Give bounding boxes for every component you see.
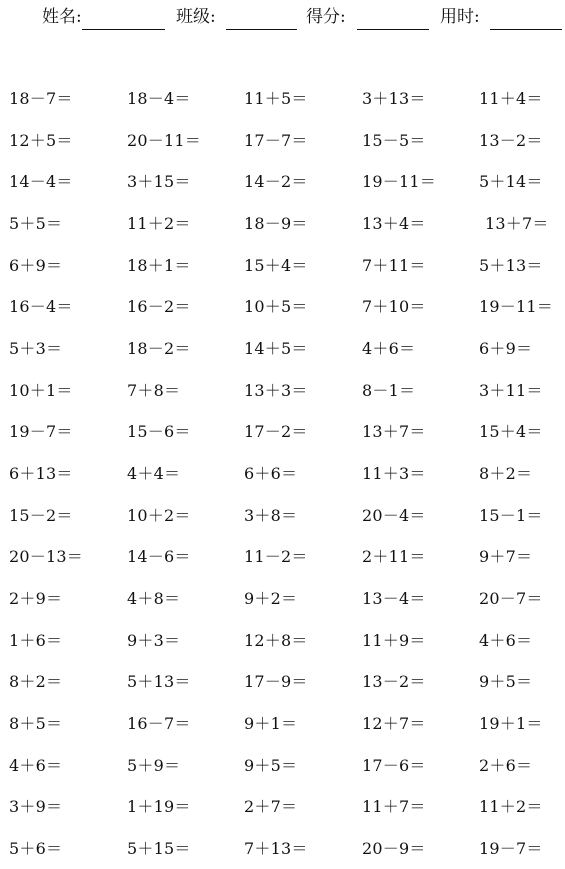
math-problem: 3＋9＝ bbox=[9, 797, 63, 817]
score-blank-line[interactable] bbox=[357, 29, 429, 30]
math-problem: 5＋14＝ bbox=[479, 172, 543, 192]
math-problem: 5＋13＝ bbox=[479, 255, 543, 275]
math-problem: 2＋6＝ bbox=[479, 755, 533, 775]
math-problem: 11＋4＝ bbox=[479, 89, 543, 108]
problem-row bbox=[0, 328, 565, 370]
math-problem: 10＋1＝ bbox=[9, 380, 73, 400]
math-problem: 18－2＝ bbox=[127, 338, 191, 358]
problem-row bbox=[0, 286, 565, 328]
problem-row bbox=[0, 578, 565, 620]
score-field bbox=[306, 6, 430, 32]
math-problem: 18－9＝ bbox=[244, 213, 308, 233]
problem-row bbox=[0, 536, 565, 578]
math-problem: 15－5＝ bbox=[362, 130, 426, 150]
problem-row bbox=[0, 161, 565, 203]
math-problem: 14－2＝ bbox=[244, 172, 308, 192]
math-problem: 4＋6＝ bbox=[9, 755, 63, 775]
math-problem: 19－11＝ bbox=[362, 172, 436, 192]
problem-row bbox=[0, 78, 565, 120]
math-problem: 9＋5＝ bbox=[244, 755, 298, 775]
math-problem: 9＋5＝ bbox=[479, 672, 533, 692]
math-problem: 8＋5＝ bbox=[9, 713, 63, 733]
math-problem: 16－2＝ bbox=[127, 297, 191, 317]
math-problem: 11＋3＝ bbox=[362, 463, 426, 483]
math-problem: 9＋1＝ bbox=[244, 713, 298, 733]
math-problem: 19－7＝ bbox=[479, 838, 543, 858]
name-label: 姓名: bbox=[42, 7, 82, 27]
problem-row bbox=[0, 411, 565, 453]
math-problem: 19－7＝ bbox=[9, 422, 73, 442]
class-label: 班级: bbox=[176, 7, 216, 27]
time-blank-line[interactable] bbox=[490, 29, 562, 30]
math-problem: 7＋10＝ bbox=[362, 297, 426, 317]
math-problem: 18－4＝ bbox=[127, 89, 191, 108]
math-problem: 10＋2＝ bbox=[127, 505, 191, 525]
math-problem: 8＋2＝ bbox=[9, 672, 63, 692]
math-problem: 1＋19＝ bbox=[127, 797, 191, 817]
problem-row bbox=[0, 703, 565, 745]
math-problem: 8－1＝ bbox=[362, 380, 416, 400]
math-problem: 4＋4＝ bbox=[127, 463, 181, 483]
math-problem: 10＋5＝ bbox=[244, 297, 308, 317]
math-problem: 15＋4＝ bbox=[479, 422, 543, 442]
math-problem: 17－7＝ bbox=[244, 130, 308, 150]
math-problem: 9＋2＝ bbox=[244, 588, 298, 608]
math-problem: 5＋15＝ bbox=[127, 838, 191, 858]
math-problem: 2＋7＝ bbox=[244, 797, 298, 817]
problem-row bbox=[0, 828, 565, 869]
math-problem: 16－4＝ bbox=[9, 297, 73, 317]
problem-row bbox=[0, 120, 565, 162]
math-problem: 20－4＝ bbox=[362, 505, 426, 525]
math-problem: 14＋5＝ bbox=[244, 338, 308, 358]
math-problem: 12＋7＝ bbox=[362, 713, 426, 733]
math-problem: 13－4＝ bbox=[362, 588, 426, 608]
math-problem: 20－11＝ bbox=[127, 130, 201, 150]
math-problem: 18－7＝ bbox=[9, 89, 73, 108]
time-field bbox=[440, 6, 564, 32]
math-problem: 7＋11＝ bbox=[362, 255, 426, 275]
math-problem: 18＋1＝ bbox=[127, 255, 191, 275]
math-problem: 9＋3＝ bbox=[127, 630, 181, 650]
problem-row bbox=[0, 245, 565, 287]
math-problem: 13＋3＝ bbox=[244, 380, 308, 400]
math-problem: 3＋15＝ bbox=[127, 172, 191, 192]
problem-row bbox=[0, 453, 565, 495]
math-problem: 16－7＝ bbox=[127, 713, 191, 733]
math-problem: 5＋5＝ bbox=[9, 213, 63, 233]
problem-row bbox=[0, 661, 565, 703]
problem-row bbox=[0, 620, 565, 662]
math-problem: 20－13＝ bbox=[9, 547, 83, 567]
math-problem: 13＋7＝ bbox=[485, 213, 549, 233]
problem-row bbox=[0, 370, 565, 412]
math-problem: 6＋13＝ bbox=[9, 463, 73, 483]
math-problem: 4＋6＝ bbox=[479, 630, 533, 650]
math-problem: 2＋11＝ bbox=[362, 547, 426, 567]
math-problem: 13－2＝ bbox=[362, 672, 426, 692]
math-problem: 17－2＝ bbox=[244, 422, 308, 442]
class-field bbox=[176, 6, 299, 32]
math-problem: 3＋8＝ bbox=[244, 505, 298, 525]
score-label: 得分: bbox=[306, 7, 346, 27]
name-blank-line[interactable] bbox=[82, 29, 165, 30]
math-problem: 14－6＝ bbox=[127, 547, 191, 567]
math-problem: 3＋11＝ bbox=[479, 380, 543, 400]
math-problem: 5＋9＝ bbox=[127, 755, 181, 775]
math-problem: 11＋5＝ bbox=[244, 89, 308, 108]
math-problem: 11＋7＝ bbox=[362, 797, 426, 817]
math-problem: 5＋6＝ bbox=[9, 838, 63, 858]
math-problem: 12＋5＝ bbox=[9, 130, 73, 150]
math-problem: 3＋13＝ bbox=[362, 89, 426, 108]
math-problem: 13－2＝ bbox=[479, 130, 543, 150]
math-problem: 17－6＝ bbox=[362, 755, 426, 775]
math-problem: 5＋3＝ bbox=[9, 338, 63, 358]
problem-row bbox=[0, 786, 565, 828]
math-problem: 13＋7＝ bbox=[362, 422, 426, 442]
problem-grid bbox=[0, 78, 565, 869]
math-problem: 4＋8＝ bbox=[127, 588, 181, 608]
math-problem: 6＋9＝ bbox=[479, 338, 533, 358]
math-problem: 11＋2＝ bbox=[127, 213, 191, 233]
math-problem: 20－7＝ bbox=[479, 588, 543, 608]
math-problem: 12＋8＝ bbox=[244, 630, 308, 650]
math-problem: 6＋6＝ bbox=[244, 463, 298, 483]
math-problem: 1＋6＝ bbox=[9, 630, 63, 650]
math-problem: 4＋6＝ bbox=[362, 338, 416, 358]
name-field bbox=[42, 6, 167, 32]
math-problem: 15－6＝ bbox=[127, 422, 191, 442]
math-problem: 11－2＝ bbox=[244, 547, 308, 567]
math-problem: 2＋9＝ bbox=[9, 588, 63, 608]
math-problem: 14－4＝ bbox=[9, 172, 73, 192]
problem-row bbox=[0, 495, 565, 537]
math-problem: 19＋1＝ bbox=[479, 713, 543, 733]
math-problem: 7＋8＝ bbox=[127, 380, 181, 400]
math-problem: 17－9＝ bbox=[244, 672, 308, 692]
math-problem: 13＋4＝ bbox=[362, 213, 426, 233]
math-problem: 19－11＝ bbox=[479, 297, 553, 317]
class-blank-line[interactable] bbox=[226, 29, 297, 30]
math-problem: 15＋4＝ bbox=[244, 255, 308, 275]
problem-row bbox=[0, 203, 565, 245]
math-problem: 8＋2＝ bbox=[479, 463, 533, 483]
math-problem: 5＋13＝ bbox=[127, 672, 191, 692]
math-problem: 11＋2＝ bbox=[479, 797, 543, 817]
math-problem: 15－2＝ bbox=[9, 505, 73, 525]
math-problem: 9＋7＝ bbox=[479, 547, 533, 567]
math-problem: 7＋13＝ bbox=[244, 838, 308, 858]
math-problem: 15－1＝ bbox=[479, 505, 543, 525]
math-problem: 11＋9＝ bbox=[362, 630, 426, 650]
time-label: 用时: bbox=[440, 7, 480, 27]
worksheet-header bbox=[0, 6, 565, 34]
math-problem: 20－9＝ bbox=[362, 838, 426, 858]
problem-row bbox=[0, 745, 565, 787]
math-problem: 6＋9＝ bbox=[9, 255, 63, 275]
